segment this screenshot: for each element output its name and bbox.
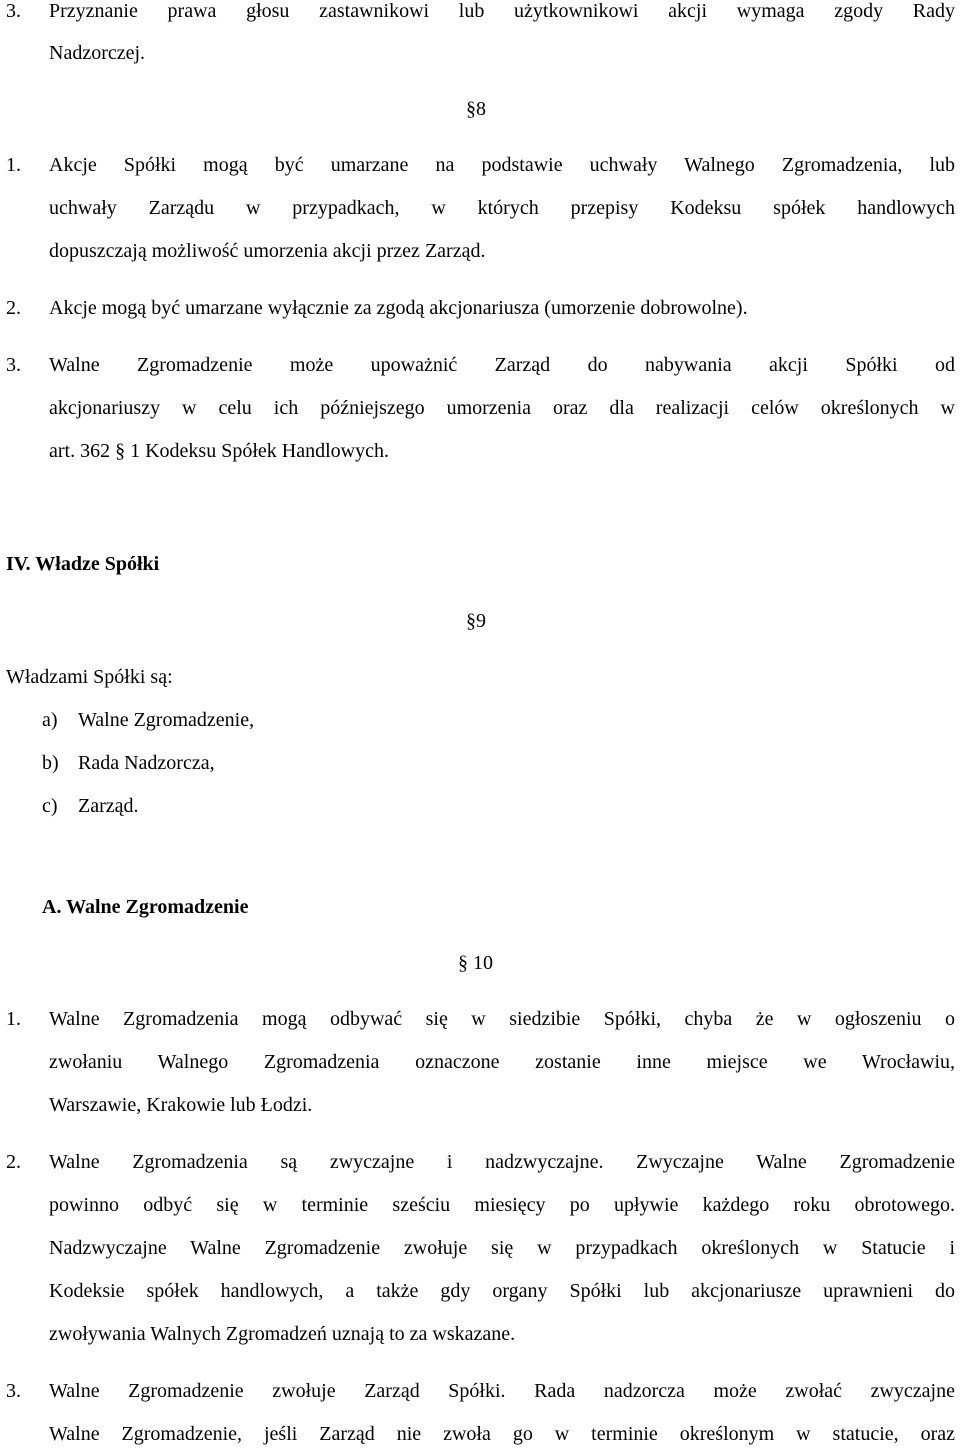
chapter-heading: IV. Władze Spółki — [6, 553, 160, 575]
text-line: Walne Zgromadzenie zwołuje Zarząd Spółki. Rada nadzorcza może zwołać zwyczajne — [49, 1380, 955, 1402]
text-line: Walne Zgromadzenia mogą odbywać się w siedzibie Spółki, chyba że w ogłoszeniu o — [49, 1008, 955, 1030]
section-9-heading: §9 — [466, 610, 486, 632]
item-number: 3. — [6, 354, 21, 376]
text-line: powinno odbyć się w terminie sześciu miesięcy po upływie każdego roku obrotowego. — [49, 1194, 955, 1216]
text-line: Warszawie, Krakowie lub Łodzi. — [49, 1094, 313, 1116]
text-line: uchwały Zarządu w przypadkach, w których przepisy Kodeksu spółek handlowych — [49, 197, 955, 219]
text-line: Akcje Spółki mogą być umarzane na podstawie uchwały Walnego Zgromadzenia, lub — [49, 154, 955, 176]
text-line: Walne Zgromadzenie może upoważnić Zarząd do nabywania akcji Spółki od — [49, 354, 955, 376]
item-number: 1. — [6, 1008, 21, 1030]
text-line: Walne Zgromadzenie, jeśli Zarząd nie zwoła go w terminie określonym w statucie, oraz — [49, 1423, 955, 1445]
item-number: 3. — [6, 1380, 21, 1402]
item-number: 1. — [6, 154, 21, 176]
text-line: Kodeksie spółek handlowych, a także gdy organy Spółki lub akcjonariusze uprawnieni do — [49, 1280, 955, 1302]
item-number: 2. — [6, 297, 21, 319]
text-line: Walne Zgromadzenia są zwyczajne i nadzwyczajne. Zwyczajne Walne Zgromadzenie — [49, 1151, 955, 1173]
subchapter-heading: A. Walne Zgromadzenie — [42, 896, 249, 918]
text-line: dopuszczają możliwość umorzenia akcji przez Zarząd. — [49, 240, 486, 262]
authorities-intro: Władzami Spółki są: — [6, 666, 173, 688]
text-line: Nadzwyczajne Walne Zgromadzenie zwołuje się w przypadkach określonych w Statucie i — [49, 1237, 955, 1259]
text-line: Przyznanie prawa głosu zastawnikowi lub użytkownikowi akcji wymaga zgody Rady — [49, 0, 955, 22]
list-item: Zarząd. — [78, 795, 139, 817]
text-line: akcjonariuszy w celu ich późniejszego umorzenia oraz dla realizacji celów określonych w — [49, 397, 955, 419]
list-marker: c) — [42, 795, 58, 817]
paragraph-number: 3. — [6, 0, 21, 22]
section-10-heading: § 10 — [458, 952, 493, 974]
list-marker: a) — [42, 709, 58, 731]
text-line: zwołaniu Walnego Zgromadzenia oznaczone zostanie inne miejsce we Wrocławiu, — [49, 1051, 955, 1073]
list-item: Rada Nadzorcza, — [78, 752, 215, 774]
text-line: zwoływania Walnych Zgromadzeń uznają to za wskazane. — [49, 1323, 516, 1345]
text-line: Akcje mogą być umarzane wyłącznie za zgodą akcjonariusza (umorzenie dobrowolne). — [49, 297, 748, 319]
text-line: art. 362 § 1 Kodeksu Spółek Handlowych. — [49, 440, 389, 462]
text-line: Nadzorczej. — [49, 42, 146, 64]
section-8-heading: §8 — [466, 98, 486, 120]
item-number: 2. — [6, 1151, 21, 1173]
list-item: Walne Zgromadzenie, — [78, 709, 255, 731]
list-marker: b) — [42, 752, 59, 774]
